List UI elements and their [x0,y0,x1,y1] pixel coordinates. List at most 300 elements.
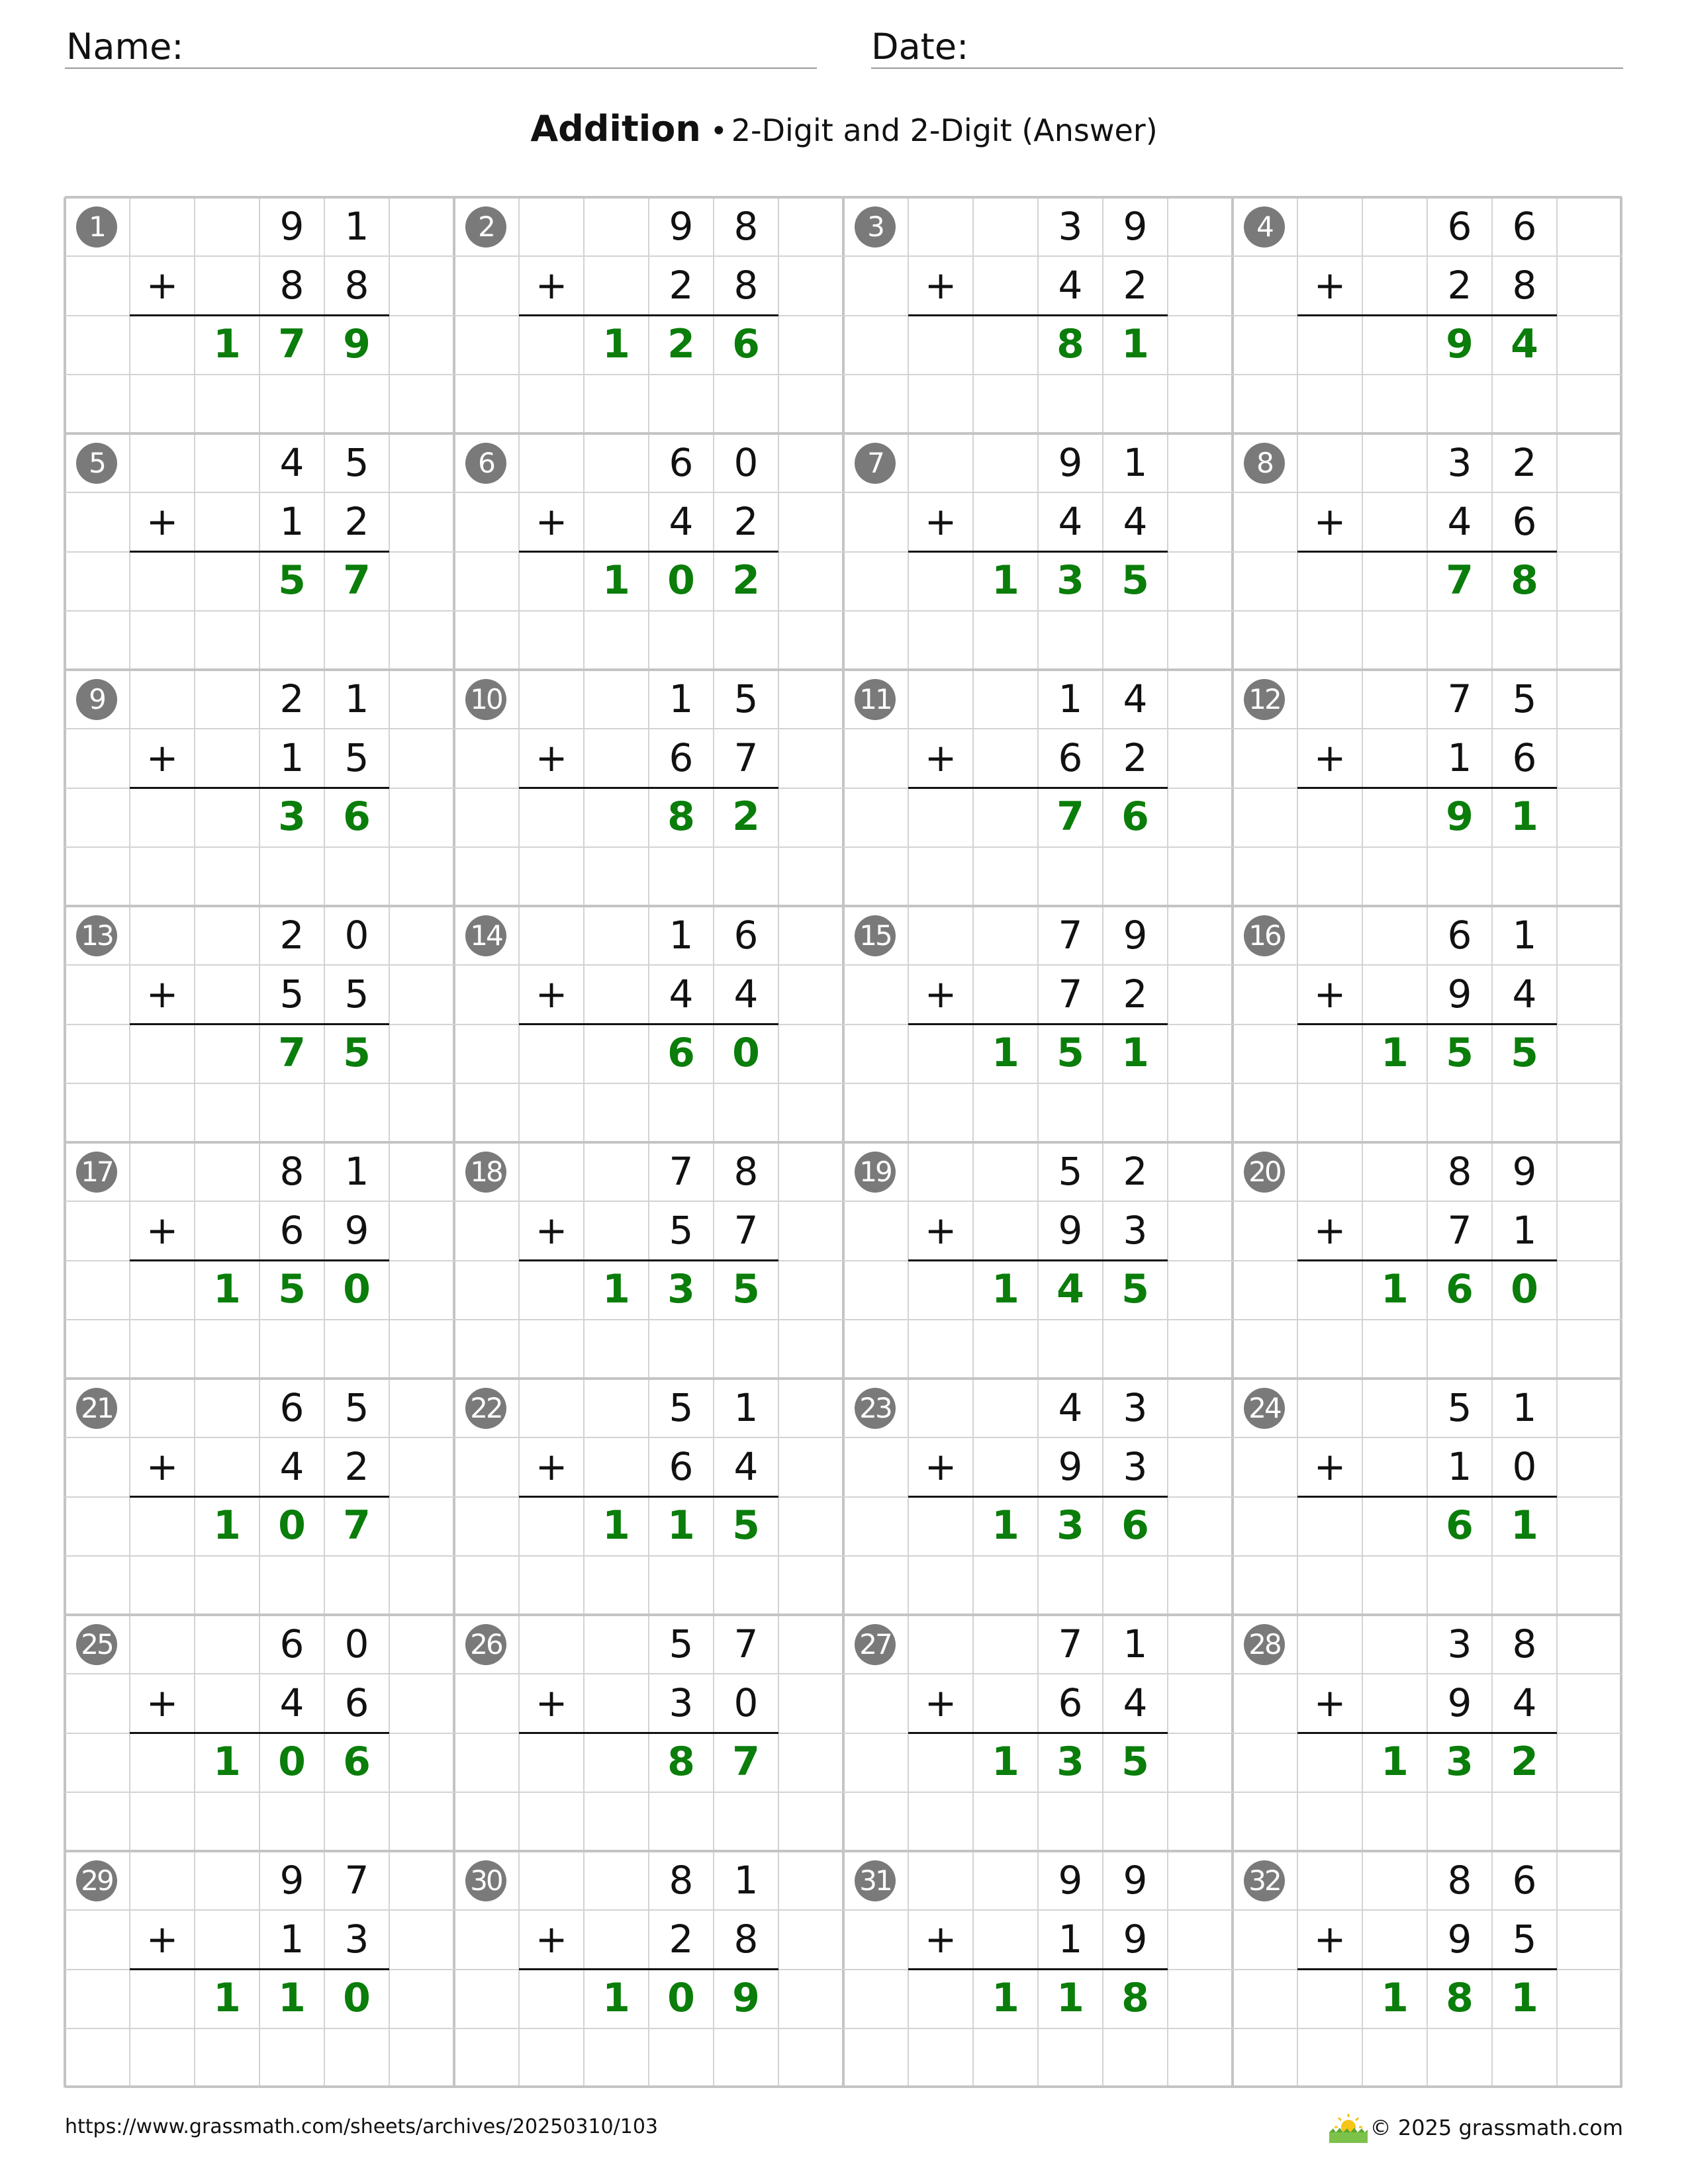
problem-7 [843,433,1233,670]
plus-sign: + [535,263,568,308]
sum-rule-line [519,1732,778,1734]
problem-25 [65,1615,454,1851]
plus-sign: + [924,499,957,544]
problem-number-badge: 17 [76,1152,117,1193]
bottom-tens-digit: 4 [669,499,694,544]
bottom-tens-digit: 6 [669,735,694,780]
answer-ones-digit: 7 [343,557,371,604]
answer-ones-digit: 0 [343,1266,371,1312]
sum-rule-line [130,1023,389,1025]
bottom-ones-digit: 2 [1123,263,1148,308]
answer-tens-digit: 8 [1446,1975,1474,2021]
answer-hundreds-digit: 1 [1381,1975,1409,2021]
top-ones-digit: 1 [344,1149,369,1194]
answer-hundreds-digit: 1 [602,1975,630,2021]
answer-ones-digit: 5 [1121,1266,1149,1312]
top-tens-digit: 1 [1058,676,1083,721]
answer-tens-digit: 7 [1056,794,1084,840]
plus-sign: + [535,1208,568,1253]
top-ones-digit: 0 [344,913,369,958]
bottom-tens-digit: 2 [669,263,694,308]
plus-sign: + [146,499,179,544]
sum-rule-line [130,314,389,316]
answer-ones-digit: 5 [1121,557,1149,604]
top-ones-digit: 1 [1512,1385,1537,1430]
answer-hundreds-digit: 1 [213,1739,241,1785]
problem-17 [65,1142,454,1379]
problem-19 [843,1142,1233,1379]
sum-rule-line [519,1023,778,1025]
problem-number-badge: 18 [465,1152,506,1193]
problem-29 [65,1851,454,2087]
top-ones-digit: 0 [344,1621,369,1666]
plus-sign: + [924,735,957,780]
answer-ones-digit: 6 [343,1739,371,1785]
bottom-ones-digit: 2 [1123,972,1148,1017]
answer-hundreds-digit [1362,551,1427,610]
answer-ones-digit: 6 [1121,1502,1149,1549]
sum-rule-line [519,787,778,789]
answer-ones-digit: 5 [1511,1030,1538,1076]
problem-number-badge: 19 [855,1152,896,1193]
problem-number-badge: 13 [76,915,117,956]
bottom-tens-digit: 6 [669,1444,694,1489]
top-tens-digit: 6 [1447,913,1472,958]
bottom-tens-digit: 5 [279,972,305,1017]
top-ones-digit: 2 [1512,440,1537,485]
top-ones-digit: 1 [1512,913,1537,958]
top-tens-digit: 4 [279,440,305,485]
problem-number-badge: 31 [855,1860,896,1901]
bottom-ones-digit: 4 [733,1444,759,1489]
worksheet-title [0,106,1688,161]
answer-tens-digit: 3 [1056,1739,1084,1785]
top-tens-digit: 6 [1447,204,1472,249]
bottom-ones-digit: 2 [1123,735,1148,780]
sum-rule-line [1297,1023,1557,1025]
answer-tens-digit: 7 [278,1030,306,1076]
plus-sign: + [535,735,568,780]
problem-number-badge: 12 [1244,679,1285,720]
problem-28 [1233,1615,1622,1851]
answer-ones-digit: 6 [1121,794,1149,840]
problem-grid [65,197,1622,2087]
answer-tens-digit: 1 [667,1502,695,1549]
sum-rule-line [908,1496,1168,1498]
sum-rule-line [1297,314,1557,316]
answer-hundreds-digit [584,1024,649,1083]
answer-tens-digit: 6 [1446,1266,1474,1312]
answer-hundreds-digit: 1 [602,557,630,604]
plus-sign: + [146,1917,179,1962]
top-ones-digit: 4 [1123,676,1148,721]
answer-hundreds-digit: 1 [213,1975,241,2021]
plus-sign: + [1313,1680,1346,1725]
answer-ones-digit: 5 [732,1502,760,1549]
bottom-tens-digit: 1 [1058,1917,1083,1962]
sum-rule-line [1297,1968,1557,1970]
top-ones-digit: 0 [733,440,759,485]
bottom-tens-digit: 4 [1058,499,1083,544]
top-tens-digit: 9 [279,1858,305,1903]
bottom-ones-digit: 2 [733,499,759,544]
top-ones-digit: 7 [344,1858,369,1903]
problem-2 [454,197,843,433]
bottom-ones-digit: 2 [344,1444,369,1489]
bottom-ones-digit: 0 [1512,1444,1537,1489]
plus-sign: + [1313,1208,1346,1253]
bottom-tens-digit: 9 [1058,1444,1083,1489]
problem-15 [843,906,1233,1142]
bottom-ones-digit: 4 [1512,1680,1537,1725]
problem-18 [454,1142,843,1379]
answer-ones-digit: 0 [343,1975,371,2021]
problem-number-badge: 8 [1244,443,1285,484]
bottom-ones-digit: 4 [733,972,759,1017]
top-tens-digit: 8 [279,1149,305,1194]
problem-26 [454,1615,843,1851]
problem-number-badge: 5 [76,443,117,484]
plus-sign: + [924,1680,957,1725]
bottom-tens-digit: 9 [1058,1208,1083,1253]
sum-rule-line [130,1968,389,1970]
bottom-ones-digit: 1 [1512,1208,1537,1253]
answer-hundreds-digit: 1 [1381,1030,1409,1076]
answer-hundreds-digit: 1 [992,1030,1019,1076]
problem-8 [1233,433,1622,670]
sum-rule-line [130,1496,389,1498]
top-tens-digit: 5 [669,1621,694,1666]
answer-tens-digit: 9 [1446,794,1474,840]
answer-ones-digit: 1 [1121,1030,1149,1076]
answer-tens-digit: 0 [278,1739,306,1785]
answer-tens-digit: 5 [1446,1030,1474,1076]
answer-hundreds-digit: 1 [213,1502,241,1549]
top-tens-digit: 5 [669,1385,694,1430]
problem-number-badge: 23 [855,1388,896,1429]
answer-tens-digit: 8 [667,794,695,840]
name-line[interactable] [65,68,817,69]
answer-tens-digit: 7 [278,321,306,367]
plus-sign: + [1313,735,1346,780]
problem-31 [843,1851,1233,2087]
bottom-ones-digit: 9 [1123,1917,1148,1962]
sum-rule-line [519,551,778,553]
top-tens-digit: 9 [1058,1858,1083,1903]
plus-sign: + [924,1917,957,1962]
bottom-tens-digit: 1 [279,735,305,780]
problem-number-badge: 32 [1244,1860,1285,1901]
answer-ones-digit: 7 [343,1502,371,1549]
bottom-ones-digit: 0 [733,1680,759,1725]
top-ones-digit: 8 [733,204,759,249]
bottom-tens-digit: 3 [669,1680,694,1725]
bottom-ones-digit: 7 [733,735,759,780]
problem-number-badge: 20 [1244,1152,1285,1193]
bottom-ones-digit: 2 [344,499,369,544]
sum-rule-line [908,1259,1168,1261]
top-ones-digit: 5 [1512,676,1537,721]
sum-rule-line [519,1259,778,1261]
problem-20 [1233,1142,1622,1379]
answer-ones-digit: 1 [1511,1502,1538,1549]
problem-12 [1233,670,1622,906]
plus-sign: + [535,972,568,1017]
sum-rule-line [1297,1496,1557,1498]
top-tens-digit: 2 [279,676,305,721]
plus-sign: + [146,735,179,780]
plus-sign: + [924,1444,957,1489]
plus-sign: + [1313,263,1346,308]
bottom-ones-digit: 4 [1512,972,1537,1017]
problem-23 [843,1379,1233,1615]
sum-rule-line [519,1968,778,1970]
bottom-ones-digit: 8 [1512,263,1537,308]
sum-rule-line [130,551,389,553]
problem-22 [454,1379,843,1615]
bottom-ones-digit: 9 [344,1208,369,1253]
top-tens-digit: 7 [669,1149,694,1194]
title-main: Addition [530,108,701,150]
answer-hundreds-digit: 1 [992,1266,1019,1312]
top-tens-digit: 9 [279,204,305,249]
sum-rule-line [908,1968,1168,1970]
top-ones-digit: 1 [733,1385,759,1430]
problem-number-badge: 3 [855,206,896,248]
problem-number-badge: 14 [465,915,506,956]
sum-rule-line [1297,787,1557,789]
answer-ones-digit: 2 [1511,1739,1538,1785]
problem-number-badge: 27 [855,1624,896,1665]
sum-rule-line [908,314,1168,316]
sum-rule-line [908,1732,1168,1734]
answer-tens-digit: 4 [1056,1266,1084,1312]
bottom-ones-digit: 5 [344,735,369,780]
bottom-tens-digit: 4 [279,1680,305,1725]
footer-copyright: © 2025 grassmath.com [1370,2115,1623,2140]
problem-11 [843,670,1233,906]
answer-ones-digit: 1 [1121,321,1149,367]
sum-rule-line [908,551,1168,553]
plus-sign: + [924,1208,957,1253]
problem-21 [65,1379,454,1615]
problem-6 [454,433,843,670]
answer-tens-digit: 6 [667,1030,695,1076]
answer-hundreds-digit: 1 [992,1739,1019,1785]
bottom-ones-digit: 8 [733,263,759,308]
sum-rule-line [519,314,778,316]
top-tens-digit: 1 [669,676,694,721]
top-ones-digit: 6 [733,913,759,958]
problem-16 [1233,906,1622,1142]
plus-sign: + [535,1917,568,1962]
sum-rule-line [1297,551,1557,553]
bottom-ones-digit: 5 [1512,1917,1537,1962]
name-label: Name: [66,26,184,68]
problem-number-badge: 24 [1244,1388,1285,1429]
problem-number-badge: 21 [76,1388,117,1429]
top-ones-digit: 5 [344,440,369,485]
answer-tens-digit: 3 [278,794,306,840]
top-ones-digit: 9 [1512,1149,1537,1194]
plus-sign: + [924,263,957,308]
answer-hundreds-digit [195,788,259,846]
top-tens-digit: 6 [279,1385,305,1430]
top-ones-digit: 1 [733,1858,759,1903]
answer-ones-digit: 2 [732,794,760,840]
sum-rule-line [1297,1259,1557,1261]
answer-hundreds-digit [584,788,649,846]
bottom-tens-digit: 7 [1447,1208,1472,1253]
sum-rule-line [130,787,389,789]
problem-30 [454,1851,843,2087]
answer-ones-digit: 8 [1121,1975,1149,2021]
bottom-ones-digit: 7 [733,1208,759,1253]
sum-rule-line [130,1732,389,1734]
bottom-ones-digit: 3 [1123,1444,1148,1489]
plus-sign: + [146,263,179,308]
date-label: Date: [871,26,969,68]
bottom-ones-digit: 4 [1123,1680,1148,1725]
answer-ones-digit: 7 [732,1739,760,1785]
top-tens-digit: 5 [1447,1385,1472,1430]
answer-hundreds-digit: 1 [992,1975,1019,2021]
answer-hundreds-digit [973,788,1038,846]
top-tens-digit: 2 [279,913,305,958]
answer-hundreds-digit: 1 [213,321,241,367]
answer-tens-digit: 3 [1056,557,1084,604]
sum-rule-line [908,787,1168,789]
plus-sign: + [924,972,957,1017]
answer-tens-digit: 7 [1446,557,1474,604]
top-ones-digit: 8 [1512,1621,1537,1666]
plus-sign: + [535,1444,568,1489]
problem-number-badge: 9 [76,679,117,720]
problem-5 [65,433,454,670]
bottom-tens-digit: 2 [669,1917,694,1962]
top-ones-digit: 3 [1123,1385,1148,1430]
answer-tens-digit: 8 [667,1739,695,1785]
answer-ones-digit: 9 [732,1975,760,2021]
answer-hundreds-digit [584,1733,649,1792]
answer-ones-digit: 0 [1511,1266,1538,1312]
sum-rule-line [1297,1732,1557,1734]
answer-tens-digit: 3 [1446,1739,1474,1785]
answer-tens-digit: 1 [278,1975,306,2021]
answer-tens-digit: 8 [1056,321,1084,367]
problem-number-badge: 15 [855,915,896,956]
top-ones-digit: 7 [733,1621,759,1666]
answer-hundreds-digit [1362,1496,1427,1555]
answer-tens-digit: 0 [667,1975,695,2021]
top-tens-digit: 1 [669,913,694,958]
footer-url: https://www.grassmath.com/sheets/archives/20250310/103 [65,2115,659,2138]
problem-number-badge: 2 [465,206,506,248]
plus-sign: + [146,972,179,1017]
top-tens-digit: 5 [1058,1149,1083,1194]
problem-number-badge: 29 [76,1860,117,1901]
date-line[interactable] [871,68,1623,69]
bottom-tens-digit: 9 [1447,972,1472,1017]
problem-number-badge: 22 [465,1388,506,1429]
plus-sign: + [1313,1917,1346,1962]
problem-number-badge: 7 [855,443,896,484]
top-tens-digit: 9 [669,204,694,249]
answer-tens-digit: 5 [278,1266,306,1312]
problem-13 [65,906,454,1142]
bottom-tens-digit: 9 [1447,1917,1472,1962]
title-subtitle: 2-Digit and 2-Digit (Answer) [731,113,1158,148]
answer-hundreds-digit: 1 [992,557,1019,604]
problem-number-badge: 1 [76,206,117,248]
top-ones-digit: 2 [1123,1149,1148,1194]
problem-number-badge: 10 [465,679,506,720]
bottom-tens-digit: 9 [1447,1680,1472,1725]
answer-ones-digit: 4 [1511,321,1538,367]
top-tens-digit: 7 [1058,1621,1083,1666]
bottom-tens-digit: 4 [669,972,694,1017]
top-tens-digit: 9 [1058,440,1083,485]
plus-sign: + [146,1680,179,1725]
bottom-ones-digit: 3 [1123,1208,1148,1253]
answer-hundreds-digit: 1 [213,1266,241,1312]
answer-tens-digit: 1 [1056,1975,1084,2021]
bottom-tens-digit: 1 [279,1917,305,1962]
top-ones-digit: 9 [1123,1858,1148,1903]
title-separator: • [710,114,727,148]
bottom-tens-digit: 4 [279,1444,305,1489]
problem-9 [65,670,454,906]
problem-32 [1233,1851,1622,2087]
problem-number-badge: 25 [76,1624,117,1665]
top-tens-digit: 3 [1058,204,1083,249]
answer-ones-digit: 5 [1121,1739,1149,1785]
top-ones-digit: 1 [344,204,369,249]
bottom-ones-digit: 5 [344,972,369,1017]
bottom-tens-digit: 7 [1058,972,1083,1017]
answer-tens-digit: 0 [667,557,695,604]
top-ones-digit: 5 [344,1385,369,1430]
bottom-tens-digit: 2 [1447,263,1472,308]
answer-tens-digit: 5 [278,557,306,604]
sum-rule-line [908,1023,1168,1025]
problem-24 [1233,1379,1622,1615]
problem-3 [843,197,1233,433]
problem-number-badge: 30 [465,1860,506,1901]
answer-ones-digit: 6 [343,794,371,840]
plus-sign: + [146,1444,179,1489]
answer-ones-digit: 5 [732,1266,760,1312]
top-tens-digit: 6 [279,1621,305,1666]
answer-tens-digit: 0 [278,1502,306,1549]
bottom-tens-digit: 6 [279,1208,305,1253]
bottom-tens-digit: 1 [1447,1444,1472,1489]
answer-ones-digit: 1 [1511,794,1538,840]
grass-sun-logo-icon [1325,2111,1372,2144]
problem-4 [1233,197,1622,433]
top-tens-digit: 8 [669,1858,694,1903]
top-tens-digit: 3 [1447,1621,1472,1666]
answer-ones-digit: 6 [732,321,760,367]
problem-number-badge: 28 [1244,1624,1285,1665]
problem-14 [454,906,843,1142]
answer-tens-digit: 2 [667,321,695,367]
bottom-tens-digit: 4 [1447,499,1472,544]
top-ones-digit: 6 [1512,1858,1537,1903]
bottom-ones-digit: 6 [1512,499,1537,544]
bottom-ones-digit: 4 [1123,499,1148,544]
problem-1 [65,197,454,433]
